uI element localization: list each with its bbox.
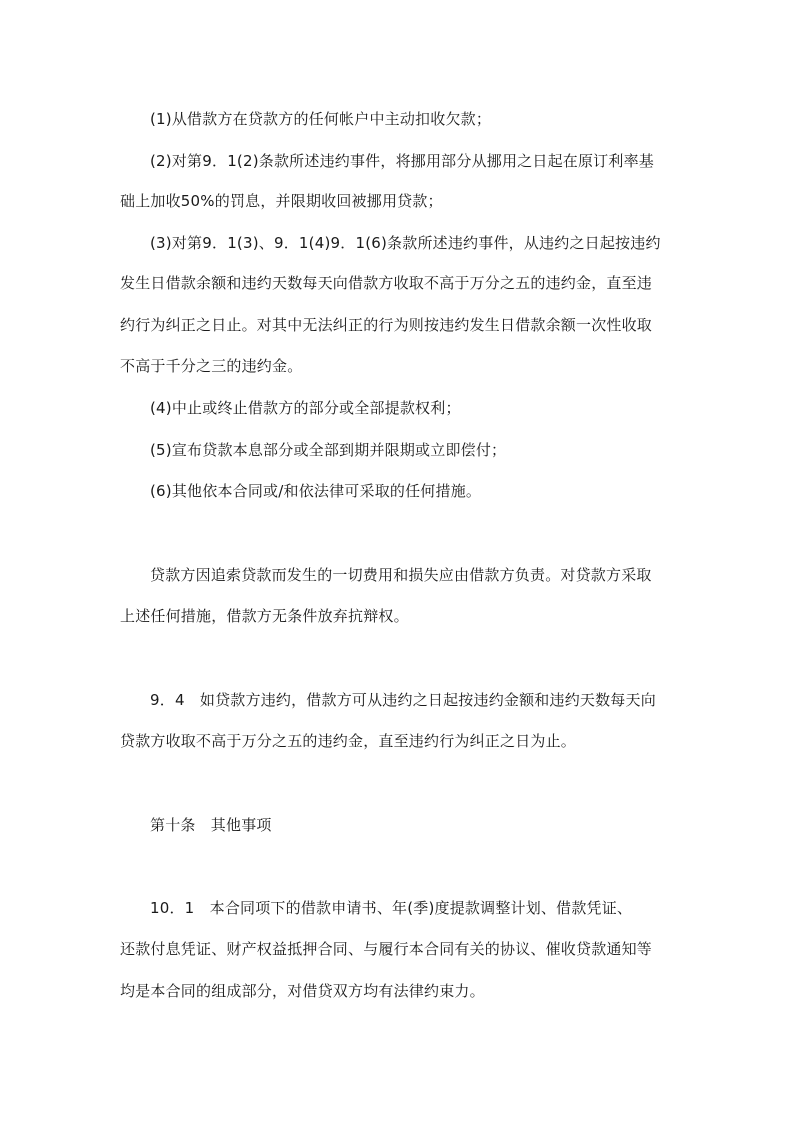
list-item-3-line-1: (3)对第9．1(3)、9．1(4)9．1(6)条款所述违约事件，从违约之日起按违约 — [150, 234, 661, 252]
list-item-6: (6)其他依本合同或/和依法律可采取的任何措施。 — [150, 482, 482, 500]
list-item-4: (4)中止或终止借款方的部分或全部提款权利； — [150, 399, 461, 417]
paragraph-costs-line-2: 上述任何措施，借款方无条件放弃抗辩权。 — [120, 607, 409, 625]
clause-9-4-line-2: 贷款方收取不高于万分之五的违约金，直至违约行为纠正之日为止。 — [120, 732, 577, 750]
list-item-5: (5)宣布贷款本息部分或全部到期并限期或立即偿付； — [150, 441, 507, 459]
list-item-3-line-3: 约行为纠正之日止。对其中无法纠正的行为则按违约发生日借款余额一次性收取 — [120, 316, 653, 334]
clause-10-1-line-3: 均是本合同的组成部分，对借贷双方均有法律约束力。 — [120, 982, 485, 1000]
clause-10-1-line-2: 还款付息凭证、财产权益抵押合同、与履行本合同有关的协议、催收贷款通知等 — [120, 940, 653, 958]
list-item-1: (1)从借款方在贷款方的任何帐户中主动扣收欠款； — [150, 110, 492, 128]
list-item-2-line-1: (2)对第9．1(2)条款所述违约事件，将挪用部分从挪用之日起在原订利率基 — [150, 152, 654, 170]
list-item-3-line-4: 不高于千分之三的违约金。 — [120, 357, 303, 375]
list-item-2-line-2: 础上加收50%的罚息，并限期收回被挪用贷款； — [120, 192, 443, 210]
list-item-3-line-2: 发生日借款余额和违约天数每天向借款方收取不高于万分之五的违约金，直至违 — [120, 274, 653, 292]
paragraph-costs-line-1: 贷款方因追索贷款而发生的一切费用和损失应由借款方负责。对贷款方采取 — [150, 566, 652, 584]
clause-10-1-line-1: 10．1 本合同项下的借款申请书、年(季)度提款调整计划、借款凭证、 — [150, 899, 633, 917]
article-10-heading: 第十条 其他事项 — [150, 816, 272, 834]
clause-9-4-line-1: 9．4 如贷款方违约，借款方可从违约之日起按违约金额和违约天数每天向 — [150, 691, 656, 709]
